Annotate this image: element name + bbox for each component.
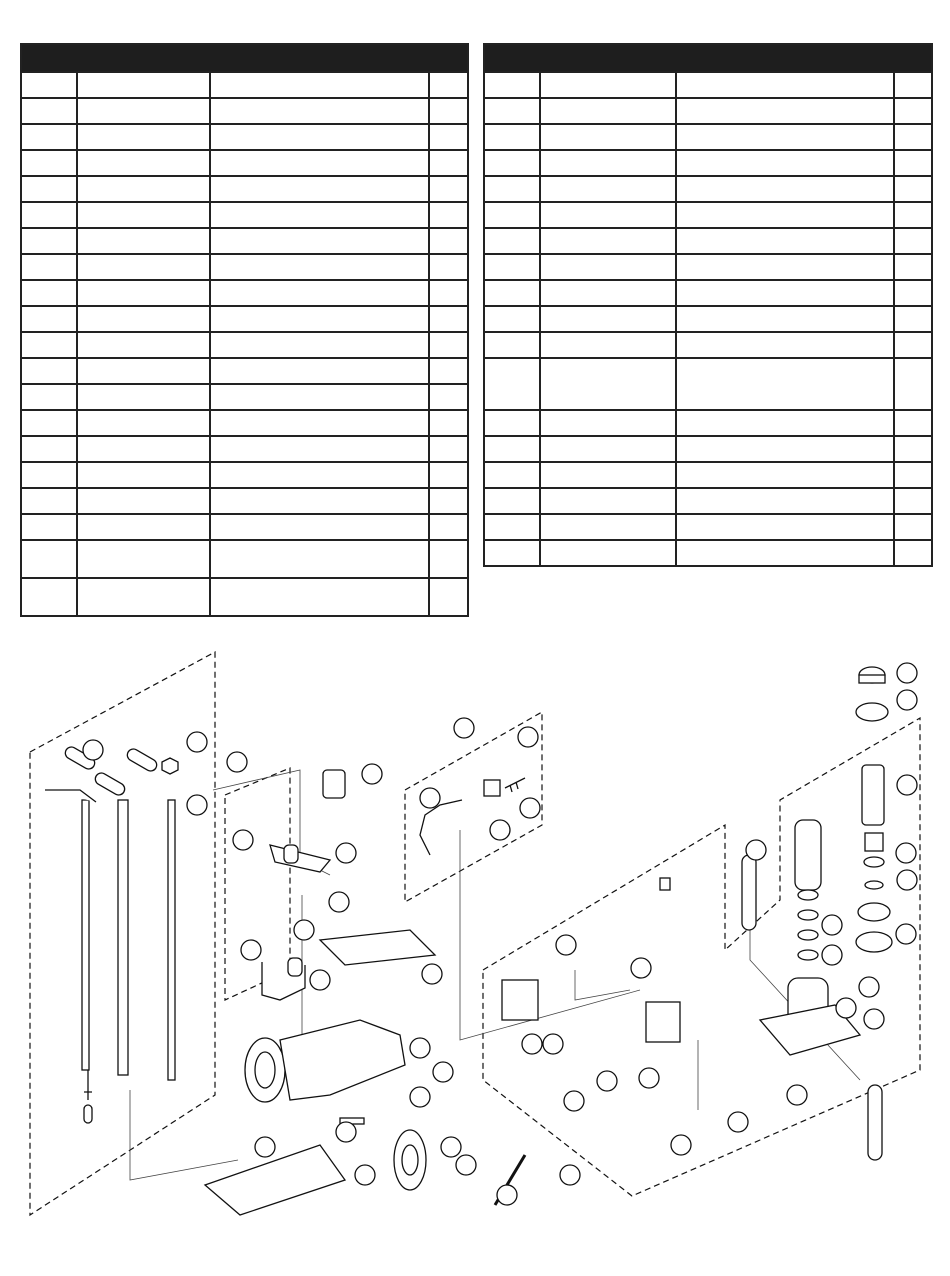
callout-bubble (671, 1135, 691, 1155)
table-cell (209, 151, 428, 175)
chassis-frame (280, 1020, 405, 1100)
table-cell (539, 177, 675, 201)
table-cell (539, 515, 675, 539)
handle-rod-right (168, 800, 175, 1080)
table-cell (209, 125, 428, 149)
table-cell (22, 99, 76, 123)
cover-plate (320, 930, 435, 965)
table-cell (675, 281, 893, 305)
table-cell (209, 385, 428, 409)
table-cell (428, 463, 467, 487)
table-cell (76, 307, 209, 331)
table-row (485, 435, 931, 461)
table-cell (893, 541, 931, 565)
callout-bubble (410, 1038, 430, 1058)
table-cell (76, 151, 209, 175)
table-cell (485, 99, 539, 123)
table-cell (76, 99, 209, 123)
table-cell (675, 411, 893, 435)
callout-bubble (859, 977, 879, 997)
table-cell (209, 281, 428, 305)
table-cell (675, 489, 893, 513)
table-cell (209, 255, 428, 279)
table-cell (76, 463, 209, 487)
table-cell (539, 437, 675, 461)
table-cell (893, 515, 931, 539)
table-row (22, 487, 467, 513)
table-cell (893, 437, 931, 461)
table-cell (428, 307, 467, 331)
callout-bubble (896, 924, 916, 944)
table-row (22, 149, 467, 175)
table-cell (539, 151, 675, 175)
callout-bubble (310, 970, 330, 990)
table-cell (893, 203, 931, 227)
table-cell (539, 281, 675, 305)
table-row (22, 435, 467, 461)
callout-bubble (896, 843, 916, 863)
table-cell (485, 229, 539, 253)
table-cell (893, 281, 931, 305)
table-cell (22, 463, 76, 487)
table-cell (76, 229, 209, 253)
table-cell (485, 541, 539, 565)
table-cell (485, 125, 539, 149)
callout-bubble (520, 798, 540, 818)
table-cell (675, 307, 893, 331)
table-cell (485, 281, 539, 305)
table-cell (893, 229, 931, 253)
table-cell (22, 333, 76, 357)
o-ring-large (856, 932, 892, 952)
gland-nut (858, 903, 890, 921)
table-cell (428, 255, 467, 279)
table-cell (22, 203, 76, 227)
callout-bubble (897, 870, 917, 890)
parts-table-right (483, 43, 933, 567)
table-cell (22, 255, 76, 279)
table-row (485, 279, 931, 305)
table-cell (893, 151, 931, 175)
callout-bubble (746, 840, 766, 860)
callout-bubble (543, 1034, 563, 1054)
callout-bubble (422, 964, 442, 984)
table-row (22, 97, 467, 123)
handle-cap (162, 758, 178, 774)
table-cell (485, 177, 539, 201)
table-cell (76, 203, 209, 227)
table-cell (893, 463, 931, 487)
spring-bottom (84, 1070, 92, 1100)
table-cell (428, 333, 467, 357)
callout-bubble (233, 830, 253, 850)
ram (795, 820, 821, 890)
table-cell (76, 73, 209, 97)
table-row (485, 487, 931, 513)
table-cell (675, 151, 893, 175)
table-row (22, 279, 467, 305)
table-cell (675, 125, 893, 149)
table-cell (209, 463, 428, 487)
table-cell (22, 359, 76, 383)
table-cell (485, 411, 539, 435)
table-cell (675, 515, 893, 539)
valve-tube (420, 800, 462, 855)
table-cell (76, 437, 209, 461)
parts-table-left (20, 43, 469, 617)
seal-a (798, 890, 818, 900)
exploded-parts-diagram (0, 640, 950, 1276)
table-cell (209, 359, 428, 383)
table-cell (76, 333, 209, 357)
callout-bubble (836, 998, 856, 1018)
callout-bubble (187, 795, 207, 815)
table-cell (539, 125, 675, 149)
table-cell (539, 333, 675, 357)
table-row (485, 331, 931, 357)
table-row (22, 331, 467, 357)
table-header-bar (22, 45, 467, 71)
table-cell (428, 541, 467, 577)
table-cell (893, 125, 931, 149)
table-row (485, 513, 931, 539)
table-row (485, 123, 931, 149)
table-row (22, 253, 467, 279)
table-cell (539, 541, 675, 565)
table-cell (428, 385, 467, 409)
foot-plate (205, 1145, 345, 1215)
reservoir-block (502, 980, 538, 1020)
callout-bubble (227, 752, 247, 772)
table-cell (22, 579, 76, 615)
handle-rod-left (82, 800, 89, 1070)
table-row (485, 305, 931, 331)
table-cell (675, 437, 893, 461)
callout-bubble (897, 663, 917, 683)
seal-c (798, 930, 818, 940)
table-row (485, 409, 931, 435)
table-cell (22, 229, 76, 253)
handle-tube (118, 800, 128, 1075)
callout-bubble (83, 740, 103, 760)
table-row (22, 577, 467, 615)
bushing (865, 833, 883, 851)
table-cell (428, 359, 467, 383)
callout-bubble (728, 1112, 748, 1132)
seal-b (798, 910, 818, 920)
callout-bubble (897, 775, 917, 795)
table-cell (22, 125, 76, 149)
table-cell (76, 281, 209, 305)
table-cell (485, 151, 539, 175)
table-cell (675, 99, 893, 123)
table-cell (76, 579, 209, 615)
table-cell (209, 437, 428, 461)
table-cell (539, 229, 675, 253)
table-cell (428, 229, 467, 253)
handle-parts (45, 745, 178, 1123)
table-header-bar (485, 45, 931, 71)
table-cell (893, 411, 931, 435)
table-cell (428, 489, 467, 513)
table-cell (428, 177, 467, 201)
table-cell (209, 489, 428, 513)
callout-bubble (518, 727, 538, 747)
linkage-pin (323, 770, 345, 798)
spring-coil (862, 765, 884, 825)
table-cell (22, 515, 76, 539)
saddle-body (859, 675, 885, 683)
valve-body (484, 780, 500, 796)
valve-spring (505, 778, 525, 792)
o-ring-upper (864, 857, 884, 867)
linkage-bushing (284, 845, 298, 863)
callout-bubble (822, 945, 842, 965)
table-cell (539, 411, 675, 435)
table-cell (675, 541, 893, 565)
callout-bubble (241, 940, 261, 960)
table-row (485, 253, 931, 279)
callout-bubble (564, 1091, 584, 1111)
table-cell (22, 437, 76, 461)
table-cell (675, 73, 893, 97)
o-ring-mid (865, 881, 883, 889)
linkage-parts (262, 770, 345, 1000)
callout-bubble (639, 1068, 659, 1088)
table-row (22, 227, 467, 253)
table-cell (539, 73, 675, 97)
table-cell (76, 515, 209, 539)
callout-bubble (864, 1009, 884, 1029)
table-cell (76, 359, 209, 383)
clevis (84, 1105, 92, 1123)
table-row (22, 71, 467, 97)
table-row (22, 357, 467, 383)
table-cell (76, 177, 209, 201)
table-cell (485, 515, 539, 539)
table-cell (428, 579, 467, 615)
table-row (485, 461, 931, 487)
table-cell (209, 177, 428, 201)
table-row (485, 201, 931, 227)
table-cell (76, 125, 209, 149)
table-row (22, 123, 467, 149)
table-cell (675, 359, 893, 409)
table-cell (893, 255, 931, 279)
table-cell (76, 255, 209, 279)
table-row (485, 357, 931, 409)
callout-bubble (560, 1165, 580, 1185)
table-row (22, 461, 467, 487)
table-cell (22, 411, 76, 435)
table-cell (893, 359, 931, 409)
callout-bubble (433, 1062, 453, 1082)
table-row (485, 539, 931, 565)
table-cell (22, 307, 76, 331)
callout-bubble (454, 718, 474, 738)
table-cell (485, 489, 539, 513)
table-cell (428, 515, 467, 539)
table-cell (22, 281, 76, 305)
table-cell (485, 73, 539, 97)
callout-bubble (410, 1087, 430, 1107)
return-spring-right (868, 1085, 882, 1160)
table-row (485, 71, 931, 97)
callout-bubble (631, 958, 651, 978)
table-cell (209, 229, 428, 253)
table-cell (485, 437, 539, 461)
table-cell (428, 437, 467, 461)
table-cell (893, 333, 931, 357)
table-cell (209, 579, 428, 615)
table-row (22, 383, 467, 409)
callout-bubble (336, 1122, 356, 1142)
table-row (485, 97, 931, 123)
table-cell (22, 177, 76, 201)
callout-bubble (597, 1071, 617, 1091)
table-cell (22, 151, 76, 175)
table-row (485, 175, 931, 201)
callouts (83, 663, 917, 1205)
table-row (485, 149, 931, 175)
table-cell (76, 541, 209, 577)
table-cell (893, 307, 931, 331)
table-cell (675, 203, 893, 227)
callout-bubble (355, 1165, 375, 1185)
table-cell (428, 99, 467, 123)
table-cell (209, 333, 428, 357)
table-cell (485, 203, 539, 227)
table-cell (893, 489, 931, 513)
table-cell (209, 541, 428, 577)
table-cell (209, 307, 428, 331)
table-cell (209, 99, 428, 123)
callout-bubble (456, 1155, 476, 1175)
table-cell (209, 203, 428, 227)
fitting-top (660, 878, 670, 890)
grip-right (125, 747, 159, 773)
table-cell (428, 203, 467, 227)
table-cell (22, 73, 76, 97)
table-row (22, 539, 467, 577)
table-row (22, 175, 467, 201)
table-cell (539, 255, 675, 279)
table-cell (539, 489, 675, 513)
table-cell (485, 333, 539, 357)
table-cell (209, 515, 428, 539)
table-cell (675, 333, 893, 357)
saddle-plate (856, 703, 888, 721)
table-row (22, 305, 467, 331)
bracket-bushing (288, 958, 302, 976)
table-cell (675, 177, 893, 201)
return-spring-left (742, 855, 756, 930)
table-cell (76, 385, 209, 409)
table-row (22, 201, 467, 227)
base-group-boundary (483, 718, 920, 1196)
callout-bubble (441, 1137, 461, 1157)
table-cell (675, 463, 893, 487)
callout-bubble (556, 935, 576, 955)
table-cell (428, 73, 467, 97)
table-cell (675, 255, 893, 279)
table-cell (22, 489, 76, 513)
table-cell (485, 359, 539, 409)
table-cell (539, 463, 675, 487)
table-cell (22, 541, 76, 577)
callout-bubble (187, 732, 207, 752)
table-cell (76, 411, 209, 435)
callout-bubble (336, 843, 356, 863)
callout-bubble (420, 788, 440, 808)
table-cell (428, 125, 467, 149)
callout-bubble (897, 690, 917, 710)
callout-bubble (490, 820, 510, 840)
table-cell (485, 255, 539, 279)
grip-center (93, 771, 127, 797)
callout-bubble (362, 764, 382, 784)
table-cell (539, 203, 675, 227)
table-cell (485, 463, 539, 487)
callout-bubble (822, 915, 842, 935)
callout-bubble (522, 1034, 542, 1054)
table-cell (76, 489, 209, 513)
table-cell (539, 359, 675, 409)
table-row (22, 513, 467, 539)
callout-bubble (787, 1085, 807, 1105)
table-cell (428, 281, 467, 305)
callout-bubble (255, 1137, 275, 1157)
table-cell (22, 385, 76, 409)
table-row (22, 409, 467, 435)
table-cell (428, 151, 467, 175)
table-row (485, 227, 931, 253)
table-cell (893, 73, 931, 97)
table-cell (209, 73, 428, 97)
table-cell (675, 229, 893, 253)
table-cell (428, 411, 467, 435)
table-cell (485, 307, 539, 331)
callout-bubble (497, 1185, 517, 1205)
table-cell (539, 99, 675, 123)
manifold-block (646, 1002, 680, 1042)
table-cell (893, 177, 931, 201)
callout-bubble (329, 892, 349, 912)
callout-bubble (294, 920, 314, 940)
table-cell (893, 99, 931, 123)
table-cell (539, 307, 675, 331)
table-cell (209, 411, 428, 435)
seal-d (798, 950, 818, 960)
